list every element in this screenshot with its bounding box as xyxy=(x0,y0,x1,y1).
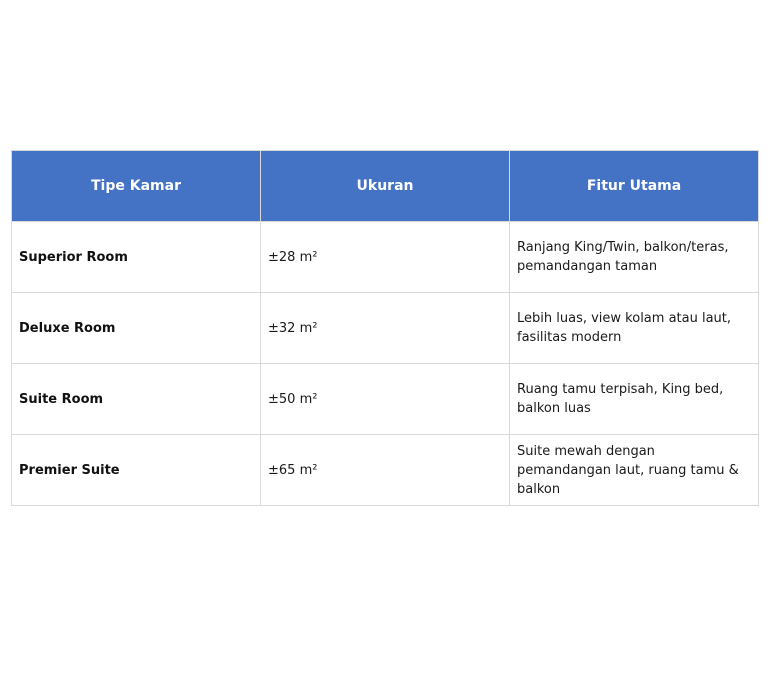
room-type-cell: Deluxe Room xyxy=(12,293,261,364)
room-type-cell: Superior Room xyxy=(12,222,261,293)
table-row xyxy=(12,435,759,506)
room-features-cell: Suite mewah dengan pemandangan laut, ruang tamu & balkon xyxy=(510,435,759,506)
table-header-row xyxy=(12,151,759,222)
table-row xyxy=(12,293,759,364)
room-size-cell: ±32 m² xyxy=(261,293,510,364)
room-type-cell: Suite Room xyxy=(12,364,261,435)
header-tipe-kamar: Tipe Kamar xyxy=(12,151,261,222)
table-row xyxy=(12,364,759,435)
room-type-table-container xyxy=(11,150,758,506)
table-row xyxy=(12,222,759,293)
header-fitur-utama: Fitur Utama xyxy=(510,151,759,222)
room-features-cell: Ranjang King/Twin, balkon/teras, pemandangan taman xyxy=(510,222,759,293)
room-features-cell: Ruang tamu terpisah, King bed, balkon luas xyxy=(510,364,759,435)
room-size-cell: ±65 m² xyxy=(261,435,510,506)
room-size-cell: ±50 m² xyxy=(261,364,510,435)
room-type-table xyxy=(11,150,759,506)
room-size-cell: ±28 m² xyxy=(261,222,510,293)
header-ukuran: Ukuran xyxy=(261,151,510,222)
room-type-cell: Premier Suite xyxy=(12,435,261,506)
room-features-cell: Lebih luas, view kolam atau laut, fasilitas modern xyxy=(510,293,759,364)
